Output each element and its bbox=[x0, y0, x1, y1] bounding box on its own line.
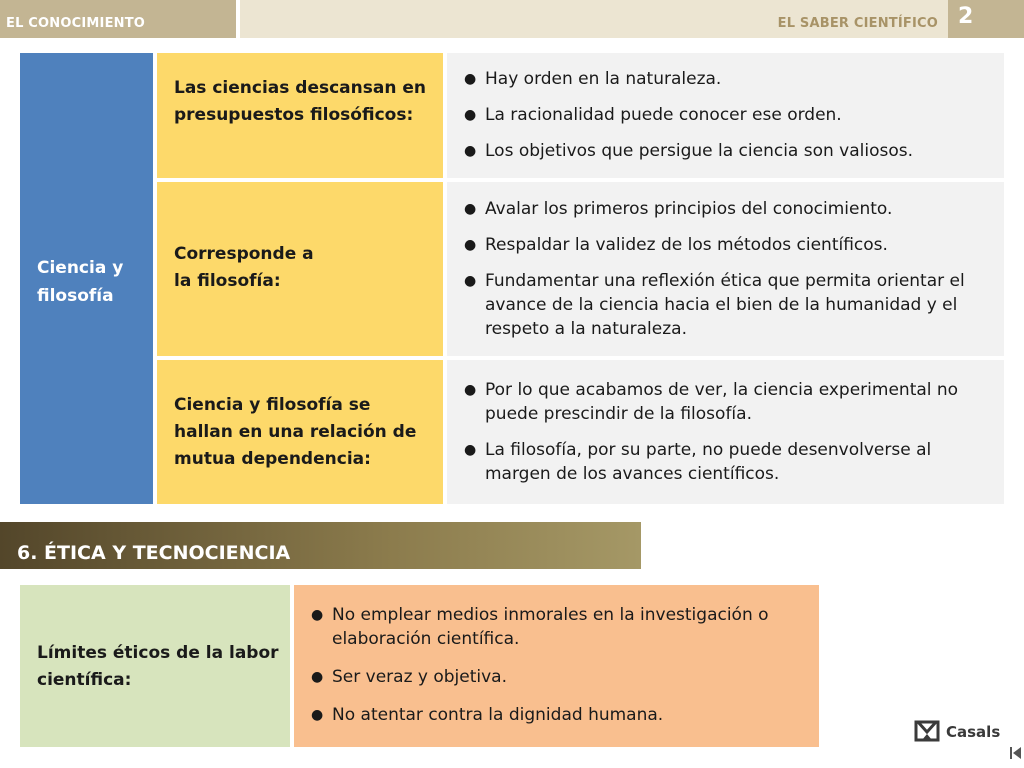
ethics-label: Límites éticos de la labor científica: bbox=[37, 643, 279, 690]
list-item: ● Avalar los primeros principios del conocimiento. bbox=[464, 197, 994, 221]
row-1-list bbox=[464, 67, 994, 163]
list-item: ● La filosofía, por su parte, no puede desenvolverse al margen de los avances científicos. bbox=[464, 438, 964, 486]
page-number: 2 bbox=[958, 4, 974, 29]
section-title-bar bbox=[0, 522, 641, 569]
row-2-label-cell bbox=[157, 182, 443, 356]
row-1-label: Las ciencias descansan en presupuestos filosóficos: bbox=[174, 78, 427, 125]
row-3-list bbox=[464, 378, 989, 486]
header-right-title: EL SABER CIENTÍFICO bbox=[777, 16, 938, 31]
section-title: 6. ÉTICA Y TECNOCIENCIA bbox=[17, 542, 291, 564]
list-item: ● Fundamentar una reflexión ética que permita orientar el avance de la ciencia hacia el bien de la humanidad y el respeto a la naturaleza. bbox=[464, 269, 989, 341]
ethics-label-cell bbox=[20, 585, 290, 747]
row-2-list-cell bbox=[447, 182, 1004, 356]
list-item: ● No atentar contra la dignidad humana. bbox=[311, 703, 811, 727]
side-label: Ciencia y filosofía bbox=[37, 258, 124, 306]
list-item: ● Hay orden en la naturaleza. bbox=[464, 67, 994, 91]
side-label-cell bbox=[20, 53, 153, 504]
ethics-list-cell bbox=[294, 585, 819, 747]
publisher-logo bbox=[914, 718, 1004, 748]
list-item: ● La racionalidad puede conocer ese orden. bbox=[464, 103, 994, 127]
row-3-list-cell bbox=[447, 360, 1004, 504]
row-1-label-cell bbox=[157, 53, 443, 178]
list-item: ● Los objetivos que persigue la ciencia son valiosos. bbox=[464, 139, 994, 163]
ethics-list bbox=[311, 603, 811, 727]
row-3-label: Ciencia y filosofía se hallan en una relación de mutua dependencia: bbox=[174, 395, 417, 469]
header-right-bar bbox=[240, 0, 948, 38]
skip-to-start-icon[interactable] bbox=[1009, 745, 1023, 761]
row-2-list bbox=[464, 197, 994, 341]
row-3-label-cell bbox=[157, 360, 443, 504]
header-left-title: EL CONOCIMIENTO bbox=[6, 16, 146, 31]
header-left-bar bbox=[0, 0, 236, 38]
list-item: ● No emplear medios inmorales en la investigación o elaboración científica. bbox=[311, 603, 796, 651]
page-number-box bbox=[948, 0, 1024, 38]
list-item: ● Por lo que acabamos de ver, la ciencia experimental no puede prescindir de la filosofía. bbox=[464, 378, 979, 426]
casals-logo-icon bbox=[914, 718, 940, 744]
logo-text: Casals bbox=[946, 723, 1001, 741]
list-item: ● Respaldar la validez de los métodos científicos. bbox=[464, 233, 994, 257]
row-2-label: Corresponde a la filosofía: bbox=[174, 244, 314, 291]
list-item: ● Ser veraz y objetiva. bbox=[311, 665, 811, 689]
row-1-list-cell bbox=[447, 53, 1004, 178]
